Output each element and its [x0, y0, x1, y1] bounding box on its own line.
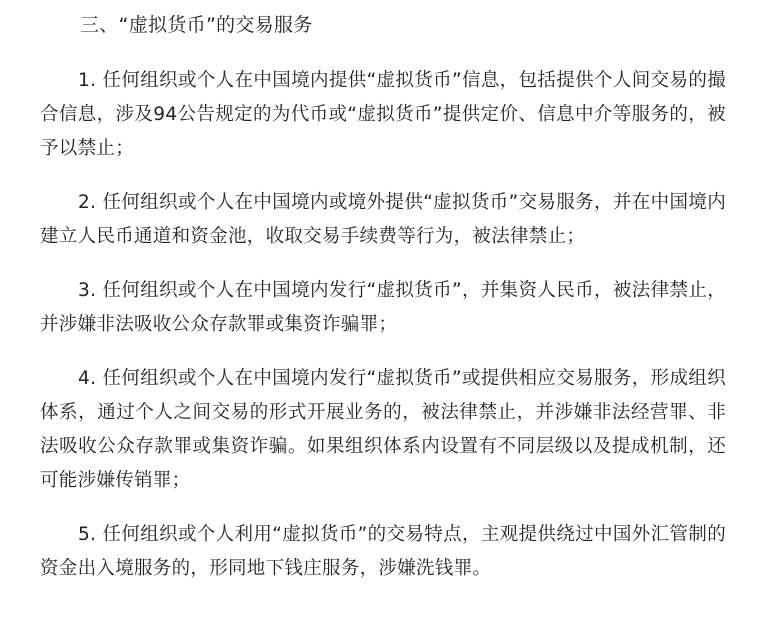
list-item-3: 3. 任何组织或个人在中国境内发行“虚拟货币”，并集资人民币，被法律禁止，并涉嫌非法吸收公众存款罪或集资诈骗罪； [40, 280, 726, 335]
list-item-4: 4. 任何组织或个人在中国境内发行“虚拟货币”或提供相应交易服务，形成组织体系，通过个人之间交易的形式开展业务的，被法律禁止，并涉嫌非法经营罪、非法吸收公众存款罪或集资诈骗。如果组织体系内设置有不同层级以及提成机制，还可能涉嫌传销罪； [40, 368, 726, 491]
list-item-1: 1. 任何组织或个人在中国境内提供“虚拟货币”信息，包括提供个人间交易的撮合信息，涉及94公告规定的为代币或“虚拟货币”提供定价、信息中介等服务的，被予以禁止； [40, 70, 726, 159]
list-item-2: 2. 任何组织或个人在中国境内或境外提供“虚拟货币”交易服务，并在中国境内建立人民币通道和资金池，收取交易手续费等行为，被法律禁止； [40, 192, 726, 247]
section-heading: 三、“虚拟货币”的交易服务 [80, 14, 313, 36]
list-item-5: 5. 任何组织或个人利用“虚拟货币”的交易特点，主观提供绕过中国外汇管制的资金出入境服务的，形同地下钱庄服务，涉嫌洗钱罪。 [40, 524, 726, 579]
